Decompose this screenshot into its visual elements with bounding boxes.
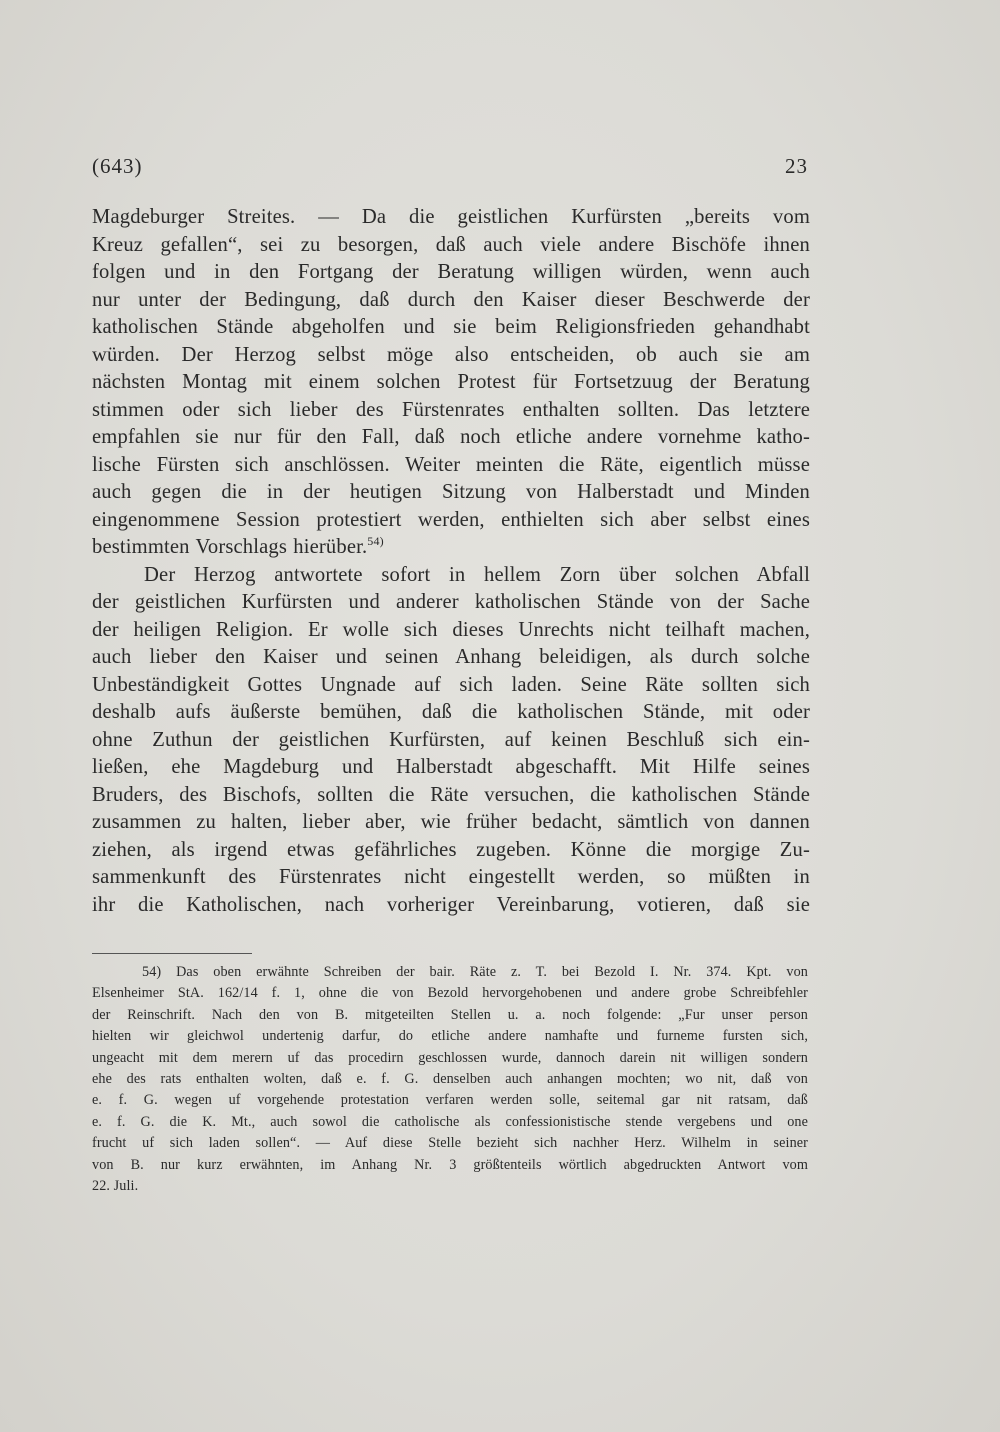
footnote-line: ehe des rats enthalten wolten, daß e. f. G. denselben auch anhangen mochten; wo nit, daß von bbox=[92, 1070, 808, 1087]
footnote-reference: 54) bbox=[367, 534, 384, 549]
text-line: folgen und in den Fortgang der Beratung willigen würden, wenn auch bbox=[92, 261, 810, 283]
text-line: Magdeburger Streites. — Da die geistlichen Kurfürsten „bereits vom bbox=[92, 206, 810, 228]
text-line: ließen, ehe Magdeburg und Halberstadt abgeschafft. Mit Hilfe seines bbox=[92, 756, 810, 778]
footnote-line-last: 22. Juli. bbox=[92, 1177, 139, 1194]
text-line: lische Fürsten sich anschlössen. Weiter meinten die Räte, eigentlich müsse bbox=[92, 453, 810, 476]
text-line: katholischen Stände abgeholfen und sie beim Religionsfrieden gehandhabt bbox=[92, 316, 810, 338]
text-line: Kreuz gefallen“, sei zu besorgen, daß auch viele andere Bischöfe ihnen bbox=[92, 233, 810, 256]
text-line: nur unter der Bedingung, daß durch den Kaiser dieser Beschwerde der bbox=[92, 288, 810, 311]
footnote-line: frucht uf sich laden sollen“. — Auf diese Stelle bezieht sich nachher Herz. Wilhelm in seiner bbox=[92, 1135, 808, 1152]
footnote-line: der Reinschrift. Nach den von B. mitgeteilten Stellen u. a. noch folgende: „Fur unser person bbox=[92, 1006, 808, 1023]
footnote-line: von B. nur kurz erwähnten, im Anhang Nr. 3 größtenteils wörtlich abgedruckten Antwort vom bbox=[92, 1156, 808, 1173]
text-line: nächsten Montag mit einem solchen Protest für Fortsetzuug der Beratung bbox=[92, 371, 810, 393]
text-line: zusammen zu halten, lieber aber, wie früher bedacht, sämtlich von dannen bbox=[92, 811, 810, 833]
text-line: der geistlichen Kurfürsten und anderer katholischen Stände von der Sache bbox=[92, 591, 810, 613]
text-line: sammenkunft des Fürstenrates nicht eingestellt werden, so müßten in bbox=[92, 866, 810, 888]
text-line: ohne Zuthun der geistlichen Kurfürsten, auf keinen Beschluß sich ein- bbox=[92, 728, 810, 751]
text-line: deshalb aufs äußerste bemühen, daß die katholischen Stände, mit oder bbox=[92, 701, 810, 723]
footnote-divider bbox=[92, 953, 252, 954]
text-line: stimmen oder sich lieber des Fürstenrates enthalten sollten. Das letztere bbox=[92, 398, 810, 421]
text-line: auch lieber den Kaiser und seinen Anhang beleidigen, als durch solche bbox=[92, 646, 810, 668]
text-line: ziehen, als irgend etwas gefährliches zugeben. Könne die morgige Zu- bbox=[92, 838, 810, 861]
text-line-content: bestimmten Vorschlags hierüber. bbox=[92, 536, 368, 558]
text-line: auch gegen die in der heutigen Sitzung von Halberstadt und Minden bbox=[92, 481, 810, 503]
footnote-line: Elsenheimer StA. 162/14 f. 1, ohne die von Bezold hervorgehobenen und andere grobe Schreibfehler bbox=[92, 985, 808, 1002]
text-line: eingenommene Session protestiert werden, enthielten sich aber selbst eines bbox=[92, 508, 810, 531]
footnote-line: hielten wir gleichwol undertenig darfur, do etliche andere namhafte und furneme fursten sich, bbox=[92, 1028, 808, 1045]
text-line: ihr die Katholischen, nach vorheriger Vereinbarung, votieren, daß sie bbox=[92, 893, 810, 916]
paragraph-first-line: Der Herzog antwortete sofort in hellem Zorn über solchen Abfall bbox=[144, 563, 810, 586]
section-number: (643) bbox=[92, 154, 143, 178]
footnote-line: e. f. G. wegen uf vorgehende protestation verfaren werden solle, seitemal gar nit ratsam, daß bbox=[92, 1092, 808, 1109]
footnotes bbox=[92, 962, 808, 1197]
text-line: empfahlen sie nur für den Fall, daß noch etliche andere vornehme katho- bbox=[92, 426, 810, 448]
page-header bbox=[92, 154, 808, 184]
text-line: der heiligen Religion. Er wolle sich dieses Unrechts nicht teilhaft machen, bbox=[92, 618, 810, 641]
text-line: Unbeständigkeit Gottes Ungnade auf sich laden. Seine Räte sollten sich bbox=[92, 673, 810, 696]
footnote-line: ungeacht mit dem merern uf das procedirn geschlossen wurde, dannoch darein nit willigen sondern bbox=[92, 1049, 808, 1066]
text-line: Bruders, des Bischofs, sollten die Räte versuchen, die katholischen Stände bbox=[92, 783, 810, 806]
text-line: würden. Der Herzog selbst möge also entscheiden, ob auch sie am bbox=[92, 343, 810, 366]
footnote-line: 54) Das oben erwähnte Schreiben der bair. Räte z. T. bei Bezold I. Nr. 374. Kpt. von bbox=[142, 964, 808, 980]
page-number: 23 bbox=[785, 154, 808, 178]
text-line-last bbox=[92, 534, 810, 562]
main-text bbox=[92, 204, 810, 919]
footnote-line: e. f. G. die K. Mt., auch sowol die catholische als confessionistische stende vergebens und one bbox=[92, 1113, 808, 1130]
